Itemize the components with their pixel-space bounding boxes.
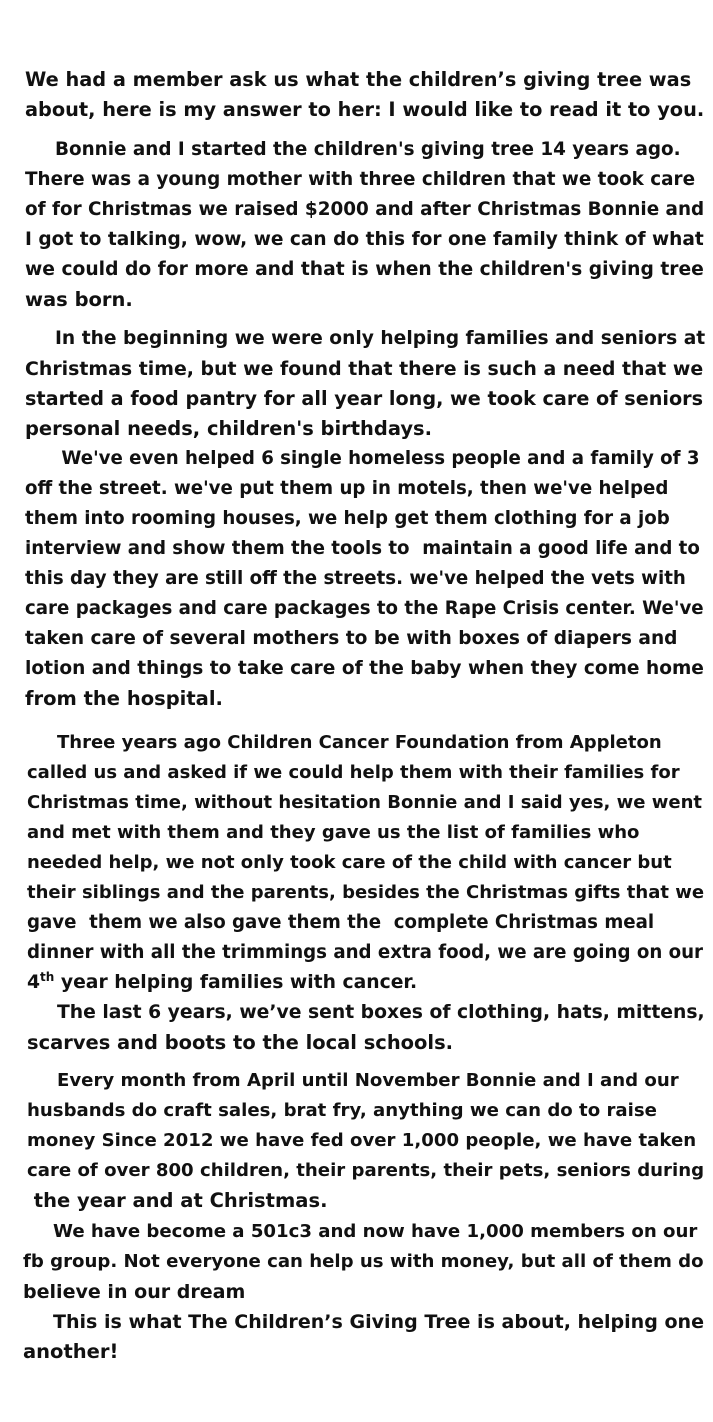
text-line: care of over 800 children, their parents, their pets, seniors during: [27, 1160, 705, 1181]
text-line: We had a member ask us what the children’s giving tree was: [25, 68, 692, 91]
text-line: Bonnie and I started the children's giving tree 14 years ago.: [55, 139, 681, 160]
text-line: believe in our dream: [23, 1281, 246, 1303]
text-line: dinner with all the trimmings and extra food, we are going on our: [27, 942, 704, 963]
text-line: their siblings and the parents, besides the Christmas gifts that we: [27, 882, 705, 903]
text-line: this day they are still off the streets. we've helped the vets with: [25, 568, 686, 589]
text-line: the year and at Christmas.: [27, 1189, 328, 1212]
text-line: scarves and boots to the local schools.: [27, 1031, 454, 1054]
text-line: There was a young mother with three children that we took care: [25, 169, 696, 190]
nonprofit-paragraph: [23, 1217, 704, 1367]
text-line: started a food pantry for all year long, we took care of seniors: [25, 387, 704, 410]
text-line: about, here is my answer to her: I would like to read it to you.: [25, 98, 705, 121]
text-line: fb group. Not everyone can help us with money, but all of them do: [23, 1251, 704, 1272]
text-line: interview and show them the tools to maintain a good life and to: [25, 538, 700, 559]
intro-paragraph: [25, 65, 704, 125]
text-line: and met with them and they gave us the list of families who: [27, 822, 640, 843]
text-line: lotion and things to take care of the baby when they come home: [25, 658, 704, 679]
ordinal-suffix: th: [40, 970, 55, 984]
text-line: of for Christmas we raised $2000 and after Christmas Bonnie and: [25, 199, 705, 220]
text-line: needed help, we not only took care of the child with cancer but: [27, 852, 672, 873]
text-line: them into rooming houses, we help get them clothing for a job: [25, 508, 670, 529]
text-line: In the beginning we were only helping families and seniors at: [55, 328, 706, 349]
text-line: another!: [23, 1340, 119, 1363]
text-line: Christmas time, but we found that there is such a need that we: [25, 358, 704, 380]
text-line: was born.: [25, 288, 133, 311]
fundraising-paragraph: [27, 1066, 704, 1216]
text-line: Every month from April until November Bonnie and I and our: [57, 1070, 679, 1091]
text-line: personal needs, children's birthdays.: [25, 417, 432, 440]
text-line: The last 6 years, we’ve sent boxes of clothing, hats, mittens,: [57, 1002, 705, 1023]
cancer-foundation-paragraph: [27, 728, 705, 1058]
text-line: [27, 968, 705, 998]
text-line: off the street. we've put them up in motels, then we've helped: [25, 478, 669, 499]
text-line: money Since 2012 we have fed over 1,000 people, we have taken: [27, 1130, 697, 1151]
ordinal-number: 4: [27, 972, 41, 993]
text-line: taken care of several mothers to be with boxes of diapers and: [25, 628, 678, 649]
text-line: we could do for more and that is when the children's giving tree: [25, 259, 704, 280]
line-rest: year helping families with cancer.: [54, 972, 418, 993]
text-line: This is what The Children’s Giving Tree is about, helping one: [53, 1311, 705, 1333]
homeless-paragraph: [25, 444, 704, 714]
text-line: from the hospital.: [25, 687, 223, 710]
origin-paragraph: [25, 135, 704, 315]
text-line: gave them we also gave them the complete Christmas meal: [27, 912, 655, 933]
text-line: care packages and care packages to the Rape Crisis center. We've: [25, 598, 704, 619]
text-line: husbands do craft sales, brat fry, anything we can do to raise: [27, 1100, 657, 1121]
beginning-paragraph: [25, 324, 705, 444]
text-line: Christmas time, without hesitation Bonnie and I said yes, we went: [27, 792, 702, 813]
text-line: called us and asked if we could help them with their families for: [27, 762, 680, 783]
text-line: We have become a 501c3 and now have 1,000 members on our: [53, 1221, 698, 1242]
text-line: We've even helped 6 single homeless people and a family of 3: [55, 448, 700, 469]
text-line: I got to talking, wow, we can do this for one family think of what: [25, 229, 704, 250]
text-line: Three years ago Children Cancer Foundation from Appleton: [57, 732, 662, 753]
